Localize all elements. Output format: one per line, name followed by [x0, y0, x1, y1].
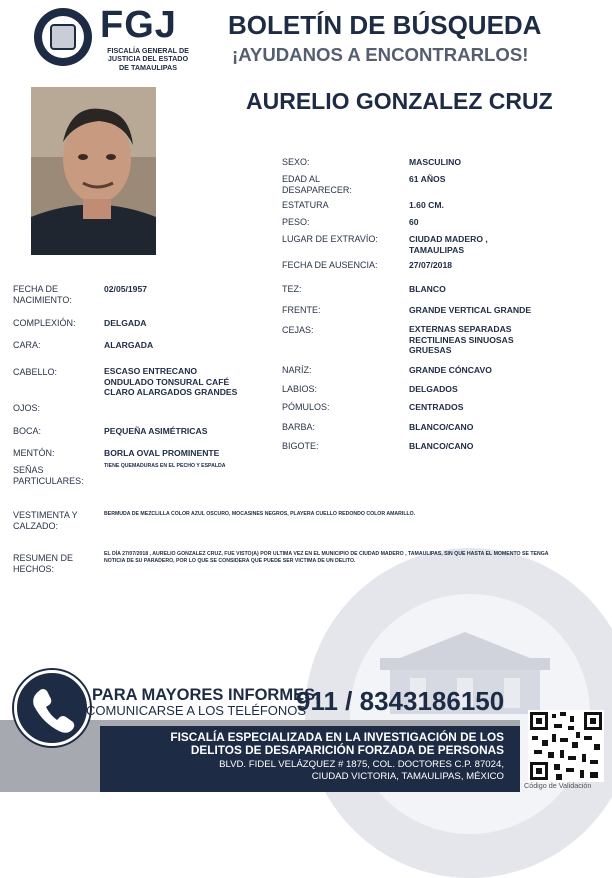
cabello-value: ESCASO ENTRECANO ONDULADO TONSURAL CAFÉ CLARO ALARGADOS GRANDES: [104, 366, 238, 397]
cara-label: CARA:: [13, 340, 41, 350]
menton-label: MENTÓN:: [13, 448, 55, 458]
edad-label: EDAD AL DESAPARECER:: [282, 174, 352, 195]
tez-value: BLANCO: [409, 284, 446, 294]
fgj-logo-subtitle: [100, 47, 196, 72]
peso-value: 60: [409, 217, 419, 227]
senas-label: SEÑAS PARTICULARES:: [13, 465, 84, 486]
logo-subtitle-line-3: DE TAMAULIPAS: [118, 62, 178, 72]
vestimenta-label: VESTIMENTA Y CALZADO:: [13, 510, 78, 531]
address-line-2: CIUDAD VICTORIA, TAMAULIPAS, MÉXICO: [311, 770, 504, 782]
address-line-1: BLVD. FIDEL VELÁZQUEZ # 1875, COL. DOCTORES C.P. 87024,: [219, 759, 504, 770]
logo-subtitle-line-1: FISCALÍA GENERAL DE: [107, 46, 189, 55]
fecha-ausencia-value: 27/07/2018: [409, 260, 453, 270]
person-name: AURELIO GONZALEZ CRUZ: [246, 88, 553, 114]
person-photo: [31, 87, 156, 255]
tez-label: TEZ:: [282, 284, 302, 294]
cabello-label: CABELLO:: [13, 367, 58, 377]
pomulos-label: PÓMULOS:: [282, 402, 330, 412]
agency-line-1: FISCALÍA ESPECIALIZADA EN LA INVESTIGACIÓN DE LOS: [170, 730, 504, 744]
complexion-label: COMPLEXIÓN:: [13, 318, 76, 328]
labios-value: DELGADOS: [409, 384, 458, 394]
lugar-value: CIUDAD MADERO , TAMAULIPAS: [409, 234, 488, 255]
cejas-label: CEJAS:: [282, 325, 314, 335]
informes-line-1: PARA MAYORES INFORMES,: [92, 686, 320, 704]
fecha-nacimiento-value: 02/05/1957: [104, 284, 148, 294]
boca-label: BOCA:: [13, 426, 42, 436]
fecha-nacimiento-label: FECHA DE NACIMIENTO:: [13, 284, 72, 305]
sexo-value: MASCULINO: [409, 157, 462, 167]
ojos-label: OJOS:: [13, 403, 41, 413]
peso-label: PESO:: [282, 217, 310, 227]
cara-value: ALARGADA: [104, 340, 154, 350]
agency-line-2: DELITOS DE DESAPARICIÓN FORZADA DE PERSONAS: [190, 743, 504, 757]
nariz-label: NARÍZ:: [282, 365, 312, 375]
phone-number: 911 / 8343186150: [296, 686, 505, 716]
person-photo-portrait: [31, 87, 156, 255]
resumen-label: RESUMEN DE HECHOS:: [13, 553, 74, 574]
vestimenta-value: BERMUDA DE MEZCLILLA COLOR AZUL OSCURO, MOCASINES NEGROS, PLAYERA CUELLO REDONDO COLOR AMARILLO.: [104, 511, 416, 517]
estatura-label: ESTATURA: [282, 200, 329, 210]
fecha-ausencia-label: FECHA DE AUSENCIA:: [282, 260, 378, 270]
labios-label: LABIOS:: [282, 384, 318, 394]
senas-value: TIENE QUEMADURAS EN EL PECHO Y ESPALDA: [104, 463, 226, 469]
resumen-value: EL DÍA 27/07/2018 , AURELIO GONZALEZ CRUZ, FUE VISTO(A) POR ULTIMA VEZ EN EL MUNICIPIO DE CIUDAD MADERO , TAMAULIPAS, SIN QUE HASTA EL MOMENTO SE TENGA NOTICIA DE SU PARADERO, POR LO QUE SE CONSIDERA QUE PUEDE SER VICTIMA DE UN DELITO.: [104, 551, 549, 564]
qr-code-graphic: [528, 710, 604, 782]
complexion-value: DELGADA: [104, 318, 147, 328]
barba-value: BLANCO/CANO: [409, 422, 474, 432]
bigote-label: BIGOTE:: [282, 441, 319, 451]
agency-name: [100, 731, 504, 757]
bigote-value: BLANCO/CANO: [409, 441, 474, 451]
boca-value: PEQUEÑA ASIMÉTRICAS: [104, 426, 208, 436]
frente-label: FRENTE:: [282, 305, 321, 315]
logo-subtitle-line-2: JUSTICIA DEL ESTADO: [107, 54, 189, 64]
frente-value: GRANDE VERTICAL GRANDE: [409, 305, 532, 315]
qr-code-icon: [528, 710, 604, 782]
nariz-value: GRANDE CÓNCAVO: [409, 365, 492, 375]
lugar-label: LUGAR DE EXTRAVÍO:: [282, 234, 378, 244]
edad-value: 61 AÑOS: [409, 174, 446, 184]
barba-label: BARBA:: [282, 422, 316, 432]
menton-value: BORLA OVAL PROMINENTE: [104, 448, 220, 458]
agency-address: [100, 759, 504, 782]
qr-caption: Código de Validación: [524, 781, 592, 790]
estatura-value: 1.60 CM.: [409, 200, 444, 210]
informes-line-2: COMUNICARSE A LOS TELÉFONOS: [86, 703, 307, 718]
phone-icon: [14, 670, 90, 746]
sexo-label: SEXO:: [282, 157, 310, 167]
cejas-value: EXTERNAS SEPARADAS RECTILINEAS SINUOSAS GRUESAS: [409, 324, 514, 355]
pomulos-value: CENTRADOS: [409, 402, 464, 412]
bulletin-subtitle: ¡AYUDANOS A ENCONTRARLOS!: [232, 44, 529, 65]
phone-handset-icon: [17, 673, 87, 743]
state-seal-shield: [50, 24, 76, 50]
bulletin-title: BOLETÍN DE BÚSQUEDA: [228, 10, 542, 40]
fgj-logo-text: FGJ: [100, 4, 177, 46]
